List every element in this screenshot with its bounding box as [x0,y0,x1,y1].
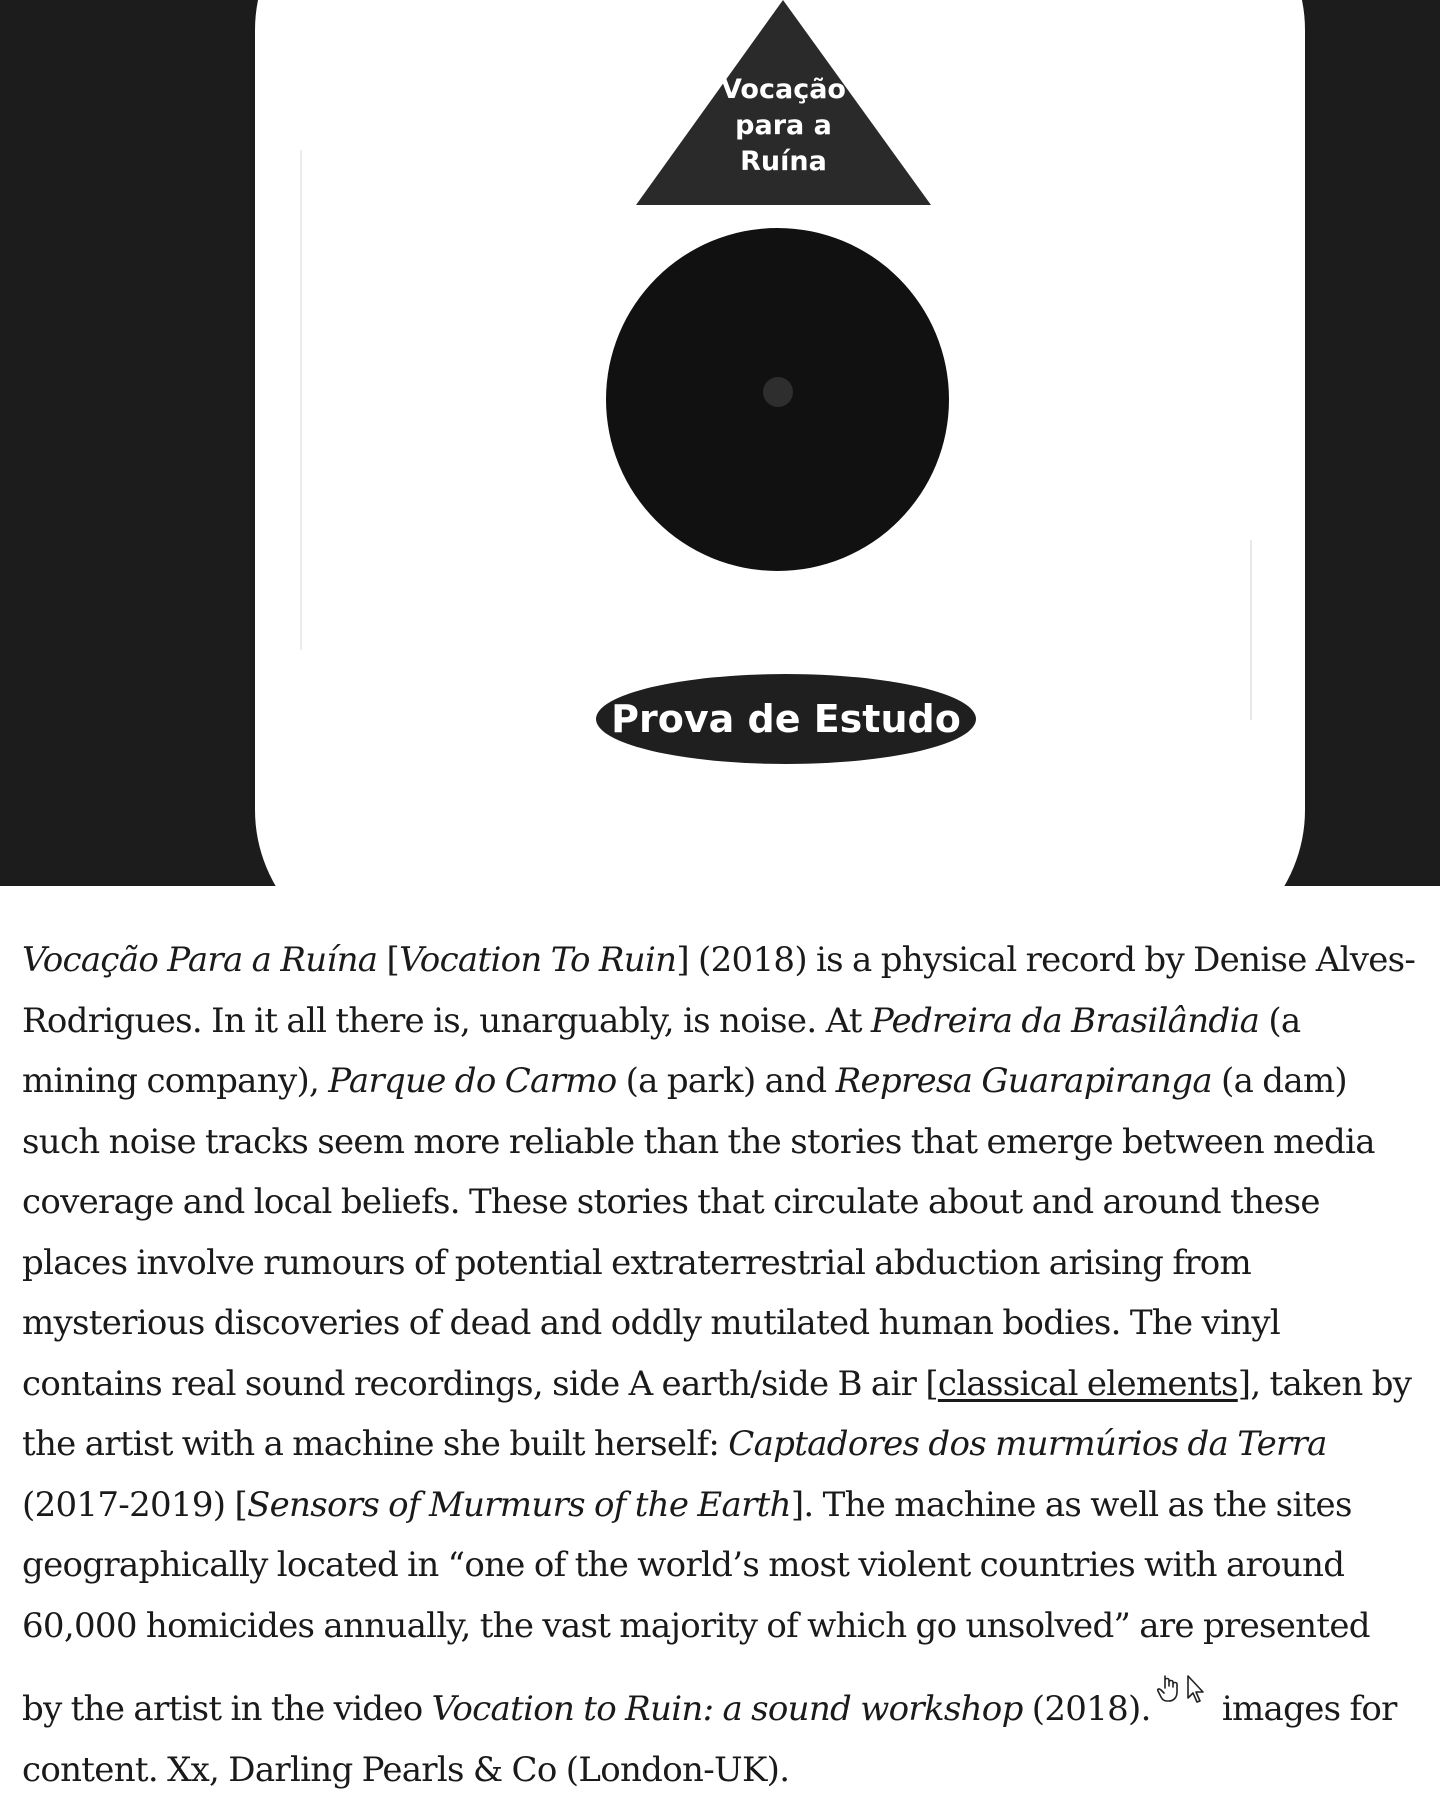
text-span: ] (2018) is a physical record by Denise Alves-Rodrigues. In it all there is, unarguably, is noise. At [22,940,1416,1041]
article-body [22,930,1422,1800]
text-span: (2018). [1022,1689,1151,1729]
spindle-hole [763,377,793,407]
classical-elements-link[interactable]: classical elements [937,1363,1238,1404]
record-title: Vocação para a Ruína [721,74,846,177]
text-span: (a dam) such noise tracks seem more reliable than the stories that emerge between media coverage and local beliefs. These stories that circulate about and around these places involve rumours of potential extraterrestrial abduction arising from mysterious discoveries of dead and oddly mutilated human bodies. The vinyl contains real sound recordings, side A earth/side B air [ [22,1061,1375,1404]
text-span: (a mining company), [22,1000,1301,1101]
text-span: ], taken by the artist with a machine she built herself: [22,1363,1412,1464]
text-span: images for content. Xx, Darling Pearls & Co (London-UK). [22,1689,1397,1790]
italic-text: Parque do Carmo [328,1061,617,1101]
hand-pointer-icon [1157,1674,1181,1704]
text-span: [ [377,940,400,980]
text-span: (a park) and [616,1061,836,1101]
italic-text: Sensors of Murmurs of the Earth [247,1484,791,1525]
article-paragraph-end [22,1674,1422,1800]
cursor-icons [1151,1674,1213,1708]
italic-text: Vocation To Ruin [399,940,677,980]
stamp-label: Prova de Estudo [596,674,976,764]
italic-text: Vocação Para a Ruína [22,940,378,980]
sleeve-scuff-mark [300,150,302,650]
text-span: ]. The machine as well as the sites geographically located in “one of the world’s most violent countries with around 60,000 homicides annually, the vast majority of which go unsolved” are presented [22,1484,1370,1646]
italic-text: Pedreira da Brasilândia [870,1000,1260,1041]
italic-text: Represa Guarapiranga [835,1061,1212,1101]
sleeve-scuff-mark [1250,540,1252,720]
article-paragraph [22,930,1422,1656]
arrow-pointer-icon [1185,1674,1207,1704]
text-span: (2017-2019) [ [22,1484,248,1525]
title-triangle [636,0,931,205]
italic-text: Captadores dos murmúrios da Terra [728,1424,1327,1464]
text-span: by the artist in the video [22,1689,432,1729]
record-sleeve-image [0,0,1440,886]
italic-text: Vocation to Ruin: a sound workshop [431,1689,1023,1729]
